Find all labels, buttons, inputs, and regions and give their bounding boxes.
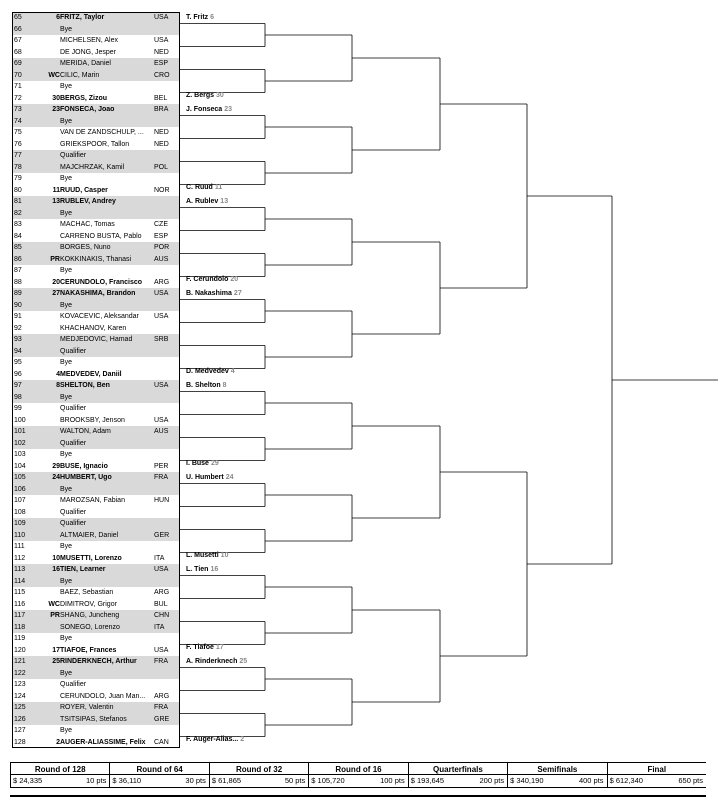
winner-name: B. Shelton	[186, 382, 221, 389]
prize-column	[209, 763, 308, 787]
ranking-points: 200 pts	[479, 776, 505, 785]
player-name: Bye	[60, 635, 73, 642]
round-name: Round of 16	[335, 765, 382, 774]
country-code: USA	[154, 382, 169, 389]
draw-number: 127	[14, 727, 26, 734]
winner-name: Z. Bergs	[186, 92, 215, 99]
player-name: KHACHANOV, Karen	[60, 324, 127, 332]
draw-number: 79	[14, 175, 22, 182]
winner-seed: 8	[222, 382, 227, 389]
prize-money-table	[10, 762, 706, 788]
country-code: BUL	[154, 600, 168, 608]
country-code: BRA	[154, 106, 169, 113]
winner-seed: 24	[225, 474, 234, 481]
winner-name: T. Fritz	[186, 14, 209, 21]
round-of-64-winner	[186, 106, 232, 113]
country-code: BEL	[154, 94, 168, 102]
draw-number: 126	[14, 715, 26, 723]
winner-seed: 11	[214, 184, 223, 191]
winner-name: L. Musetti	[186, 552, 219, 559]
player-name: Bye	[60, 83, 73, 90]
draw-number: 75	[14, 129, 22, 136]
winner-name: F. Cerundolo	[186, 276, 229, 283]
draw-number: 80	[14, 186, 22, 194]
country-code: USA	[154, 290, 169, 297]
seed-label: 2	[56, 738, 60, 746]
seed-label: 29	[52, 462, 60, 470]
seed-label: 23	[52, 106, 60, 113]
player-name: MAJCHRZAK, Kamil	[60, 163, 125, 171]
round-of-64-winner	[186, 644, 224, 651]
draw-number: 85	[14, 244, 22, 251]
player-name: TIAFOE, Frances	[60, 646, 117, 654]
player-name: Qualifier	[60, 152, 87, 159]
winner-name: A. Rinderknech	[186, 658, 238, 665]
country-code: HUN	[154, 497, 170, 504]
player-name: ROYER, Valentin	[60, 704, 114, 711]
player-name: MERIDA, Daniel	[60, 60, 111, 67]
player-name: MICHELSEN, Alex	[60, 37, 118, 44]
draw-number: 93	[14, 336, 22, 343]
draw-number: 100	[14, 416, 26, 424]
country-code: CHN	[154, 612, 170, 619]
prize-column	[408, 763, 507, 787]
prize-amount: $ 36,110	[112, 776, 142, 785]
country-code: POL	[154, 163, 169, 171]
country-code: USA	[154, 37, 169, 44]
seed-label: 25	[52, 658, 60, 665]
draw-number: 83	[14, 221, 22, 228]
draw-number: 94	[14, 347, 22, 355]
round-of-64-winner	[186, 382, 227, 389]
draw-number: 115	[14, 589, 26, 596]
seed-label: 17	[52, 646, 60, 654]
player-name: FONSECA, Joao	[60, 106, 115, 113]
player-name: Qualifier	[60, 405, 87, 412]
player-name: MEDJEDOVIC, Hamad	[60, 336, 133, 343]
draw-number: 89	[14, 290, 22, 297]
draw-number: 121	[14, 658, 26, 665]
draw-number: 113	[14, 566, 26, 573]
player-name: NAKASHIMA, Brandon	[60, 290, 136, 297]
winner-seed: 20	[230, 276, 239, 283]
ranking-points: 650 pts	[678, 776, 703, 785]
draw-number: 122	[14, 669, 26, 677]
draw-number: 98	[14, 393, 22, 401]
draw-number: 66	[14, 25, 22, 33]
player-name: BROOKSBY, Jenson	[60, 416, 125, 424]
country-code: CAN	[154, 738, 169, 746]
player-name: Bye	[60, 209, 73, 217]
country-code: ARG	[154, 278, 170, 286]
draw-number: 76	[14, 140, 22, 148]
draw-number: 78	[14, 163, 22, 171]
winner-seed: 2	[240, 736, 245, 743]
player-name: VAN DE ZANDSCHULP, ...	[60, 129, 144, 136]
winner-name: D. Medvedev	[186, 368, 229, 375]
draw-number: 73	[14, 106, 22, 113]
prize-column	[507, 763, 606, 787]
draw-number: 67	[14, 37, 22, 44]
ranking-points: 50 pts	[284, 776, 306, 785]
draw-number: 77	[14, 152, 22, 159]
seed-label: 4	[56, 370, 60, 378]
draw-number: 128	[14, 738, 26, 746]
winner-seed: 10	[220, 552, 229, 559]
player-name: Bye	[60, 175, 73, 182]
player-name: HUMBERT, Ugo	[60, 474, 112, 481]
player-name: SHANG, Juncheng	[60, 612, 120, 619]
winner-name: I. Buse	[186, 460, 209, 467]
winner-name: C. Ruud	[186, 184, 213, 191]
draw-number: 103	[14, 451, 26, 458]
draw-number: 96	[14, 370, 22, 378]
player-name: BUSE, Ignacio	[60, 462, 108, 470]
winner-seed: 17	[215, 644, 224, 651]
player-name: Bye	[60, 359, 73, 366]
player-name: RUUD, Casper	[60, 186, 108, 194]
seed-label: 27	[52, 290, 60, 297]
player-name: Qualifier	[60, 681, 87, 688]
prize-column	[10, 763, 109, 787]
draw-number: 88	[14, 278, 22, 286]
country-code: FRA	[154, 474, 168, 481]
country-code: USA	[154, 646, 169, 654]
seed-label: 13	[52, 198, 60, 205]
draw-number: 106	[14, 485, 26, 493]
player-name: Bye	[60, 267, 73, 274]
round-of-64-winner	[186, 92, 224, 99]
round-of-64-winner	[186, 184, 222, 191]
player-name: Bye	[60, 25, 73, 33]
round-of-64-winner	[186, 552, 228, 559]
seed-label: 11	[52, 186, 60, 194]
winner-seed: 30	[216, 92, 224, 99]
winner-name: F. Tiafoe	[186, 644, 214, 651]
player-name: Qualifier	[60, 520, 87, 527]
round-of-64-winner	[186, 566, 218, 573]
player-name: KOKKINAKIS, Thanasi	[60, 255, 132, 263]
country-code: USA	[154, 566, 169, 573]
player-name: TSITSIPAS, Stefanos	[60, 715, 127, 723]
player-name: MACHAC, Tomas	[60, 221, 115, 228]
draw-number: 104	[14, 462, 26, 470]
player-name: AUGER-ALIASSIME, Felix	[60, 738, 146, 746]
round-name: Quarterfinals	[433, 765, 483, 774]
player-name: Bye	[60, 727, 73, 734]
draw-number: 117	[14, 612, 26, 619]
ranking-points: 10 pts	[85, 776, 107, 785]
player-name: MAROZSAN, Fabian	[60, 497, 125, 504]
draw-number: 81	[14, 198, 22, 205]
draw-number: 69	[14, 60, 22, 67]
player-name: DE JONG, Jesper	[60, 48, 117, 56]
player-name: Bye	[60, 393, 73, 401]
round-of-64-winner	[186, 474, 234, 481]
player-name: BERGS, Zizou	[60, 94, 108, 102]
player-name: CARRENO BUSTA, Pablo	[60, 232, 142, 240]
draw-number: 82	[14, 209, 22, 217]
seed-label: 30	[52, 94, 60, 102]
player-name: RINDERKNECH, Arthur	[60, 658, 137, 665]
country-code: POR	[154, 244, 170, 251]
draw-number: 71	[14, 83, 22, 90]
country-code: ESP	[154, 60, 169, 67]
player-name: CERUNDOLO, Juan Man...	[60, 692, 146, 700]
player-name: Qualifier	[60, 439, 87, 447]
prize-amount: $ 193,645	[410, 776, 445, 785]
country-code: ITA	[154, 554, 165, 562]
player-name: Bye	[60, 577, 73, 585]
country-code: ESP	[154, 232, 169, 240]
draw-number: 112	[14, 554, 26, 562]
winner-seed: 13	[220, 198, 229, 205]
draw-number: 74	[14, 117, 22, 125]
seed-label: 6	[56, 14, 60, 21]
winner-name: J. Fonseca	[186, 106, 223, 113]
country-code: AUS	[154, 255, 169, 263]
ranking-points: 30 pts	[185, 776, 206, 785]
draw-number: 119	[14, 635, 26, 642]
seed-label: 10	[52, 554, 60, 562]
player-name: TIEN, Learner	[60, 566, 106, 573]
draw-number: 107	[14, 497, 26, 504]
country-code: CZE	[154, 221, 168, 228]
winner-seed: 29	[210, 460, 219, 467]
country-code: GRE	[154, 715, 170, 723]
player-name: MUSETTI, Lorenzo	[60, 554, 122, 562]
country-code: PER	[154, 462, 169, 470]
draw-number: 97	[14, 382, 22, 389]
player-name: Bye	[60, 485, 73, 493]
draw-number: 86	[14, 255, 22, 263]
seed-label: 16	[52, 566, 60, 573]
winner-seed: 16	[210, 566, 219, 573]
seed-label: PR	[50, 612, 60, 619]
country-code: FRA	[154, 704, 168, 711]
country-code: ARG	[154, 589, 170, 596]
player-name: DIMITROV, Grigor	[60, 600, 117, 608]
country-code: ARG	[154, 692, 170, 700]
country-code: USA	[154, 313, 169, 320]
prize-amount: $ 612,340	[609, 776, 643, 785]
draw-number: 108	[14, 508, 26, 516]
winner-name: L. Tien	[186, 566, 209, 573]
player-name: ALTMAIER, Daniel	[60, 531, 119, 539]
winner-seed: 25	[239, 658, 248, 665]
draw-number: 116	[14, 600, 26, 608]
country-code: GER	[154, 531, 170, 539]
draw-number: 95	[14, 359, 22, 366]
prize-column	[308, 763, 407, 787]
ranking-points: 100 pts	[380, 776, 405, 785]
round-of-64-winner	[186, 198, 228, 205]
draw-number: 70	[14, 71, 22, 79]
draw-number: 65	[14, 14, 22, 21]
draw-number: 114	[14, 577, 26, 585]
draw-number: 92	[14, 324, 22, 332]
country-code: NOR	[154, 186, 170, 194]
player-name: WALTON, Adam	[60, 428, 111, 435]
prize-column	[607, 763, 706, 787]
draw-number: 109	[14, 520, 26, 527]
round-of-64-winner	[186, 14, 214, 21]
round-name: Round of 64	[136, 765, 183, 774]
seed-label: 20	[52, 278, 60, 286]
player-name: BAEZ, Sebastian	[60, 589, 114, 596]
country-code: NED	[154, 129, 169, 136]
round-of-64-winner	[186, 368, 235, 375]
seed-label: WC	[48, 71, 60, 79]
winner-seed: 4	[230, 368, 235, 375]
seed-label: WC	[48, 600, 60, 608]
prize-amount: $ 24,335	[13, 776, 43, 785]
round-of-64-winner	[186, 460, 219, 467]
prize-amount: $ 61,865	[211, 776, 242, 785]
draw-number: 87	[14, 267, 22, 274]
round-name: Round of 128	[34, 765, 86, 774]
draw-number: 123	[14, 681, 26, 688]
draw-number: 110	[14, 531, 26, 539]
winner-seed: 23	[224, 106, 232, 113]
country-code: USA	[154, 416, 169, 424]
draw-number: 118	[14, 623, 26, 631]
player-name: Bye	[60, 543, 73, 550]
player-name: Bye	[60, 301, 73, 309]
player-name: SONEGO, Lorenzo	[60, 623, 120, 631]
player-name: RUBLEV, Andrey	[60, 198, 116, 205]
player-name: FRITZ, Taylor	[60, 14, 105, 21]
player-name: CILIC, Marin	[60, 71, 100, 79]
draw-number: 124	[14, 692, 26, 700]
winner-name: B. Nakashima	[186, 290, 232, 297]
country-code: FRA	[154, 658, 168, 665]
player-name: Bye	[60, 117, 73, 125]
country-code: AUS	[154, 428, 169, 435]
player-name: Qualifier	[60, 347, 87, 355]
winner-seed: 27	[233, 290, 242, 297]
round-of-64-winner	[186, 276, 238, 283]
draw-number: 68	[14, 48, 22, 56]
player-name: BORGES, Nuno	[60, 244, 111, 251]
round-of-64-winner	[186, 736, 244, 743]
draw-number: 101	[14, 428, 26, 435]
round-of-64-winner	[186, 658, 247, 665]
country-code: USA	[154, 14, 169, 21]
seed-label: PR	[50, 255, 60, 263]
country-code: NED	[154, 48, 169, 56]
draw-number: 99	[14, 405, 22, 412]
prize-amount: $ 105,720	[311, 776, 345, 785]
winner-name: U. Humbert	[186, 474, 224, 481]
player-name: KOVACEVIC, Aleksandar	[60, 313, 139, 320]
player-name: Bye	[60, 451, 73, 458]
draw-number: 102	[14, 439, 26, 447]
player-name: GRIEKSPOOR, Tallon	[60, 140, 130, 148]
country-code: CRO	[154, 71, 170, 79]
player-name: Qualifier	[60, 508, 87, 516]
winner-name: A. Rublev	[186, 198, 219, 205]
winner-seed: 6	[210, 14, 215, 21]
player-name: Bye	[60, 669, 73, 677]
round-name: Semifinals	[537, 765, 578, 774]
player-name: MEDVEDEV, Daniil	[60, 370, 122, 378]
round-of-64-winner	[186, 290, 242, 297]
round-name: Final	[647, 765, 667, 774]
draw-number: 91	[14, 313, 22, 320]
draw-number: 120	[14, 646, 26, 654]
seed-label: 24	[52, 474, 60, 481]
country-code: ITA	[154, 623, 165, 631]
draw-number: 111	[14, 543, 25, 550]
footer-rule	[10, 795, 706, 797]
draw-number: 84	[14, 232, 22, 240]
prize-column	[109, 763, 208, 787]
ranking-points: 400 pts	[578, 776, 604, 785]
country-code: SRB	[154, 336, 169, 343]
round-name: Round of 32	[235, 765, 283, 774]
winner-name: F. Auger-Alias...	[186, 736, 239, 743]
draw-number: 72	[14, 94, 22, 102]
draw-number: 90	[14, 301, 22, 309]
player-name: CERUNDOLO, Francisco	[60, 278, 143, 286]
draw-number: 125	[14, 704, 26, 711]
seed-label: 8	[56, 382, 60, 389]
draw-number: 105	[14, 474, 26, 481]
player-name: SHELTON, Ben	[60, 382, 110, 389]
prize-amount: $ 340,190	[510, 776, 544, 785]
country-code: NED	[154, 140, 169, 148]
